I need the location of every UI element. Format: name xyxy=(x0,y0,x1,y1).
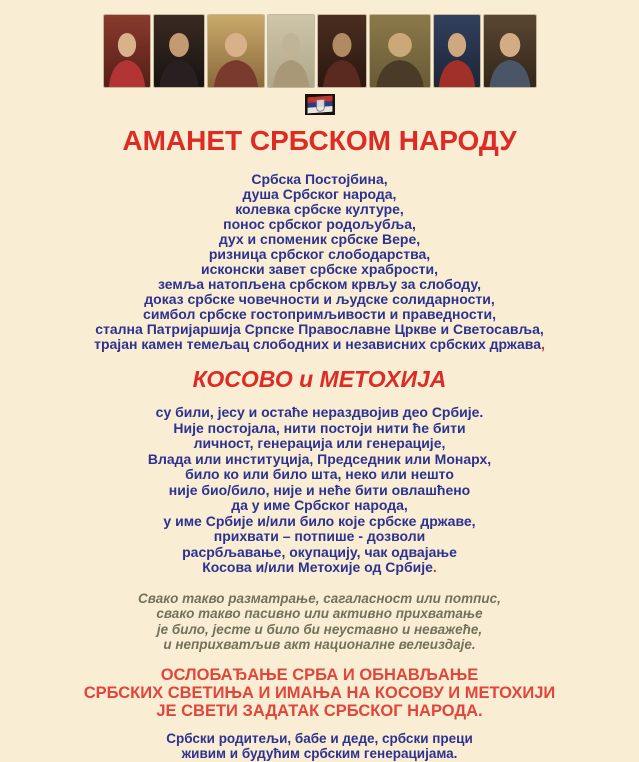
text-line: стална Патријаршија Српске Православне Цркве и Светосавља, xyxy=(95,321,544,337)
text-line: доказ србске човечности и људске солидарности, xyxy=(144,291,495,307)
text-line: земља натопљена србском крвљу за слободу, xyxy=(158,276,481,292)
text-line: ЈЕ СВЕТИ ЗАДАТАК СРБСКОГ НАРОДА. xyxy=(156,701,483,720)
kosovo-heading: КОСОВО и МЕТОХИЈА xyxy=(192,366,447,392)
figure-silhouette xyxy=(318,15,366,87)
intro-verse xyxy=(0,172,639,352)
text-line: дух и споменик србске Вере, xyxy=(218,231,421,247)
portrait-2 xyxy=(154,15,204,87)
text-line: колевка србске културе, xyxy=(235,201,404,217)
text-line: је било, јесте и било би неуставно и неважеће, xyxy=(156,621,483,637)
portrait-8 xyxy=(484,15,536,87)
portrait-4 xyxy=(268,15,314,87)
text-line: Србски родитељи, бабе и деде, србски преци xyxy=(166,730,473,746)
red-punctuation: , xyxy=(541,336,545,352)
figure-silhouette xyxy=(268,15,314,87)
text-line: трајан камен темељац слободних и независних србских држава, xyxy=(94,336,545,352)
flag-crest xyxy=(316,99,325,112)
portrait-3 xyxy=(208,15,264,87)
text-line: живим и будућим србским генерацијама. xyxy=(181,746,458,761)
text-line: било ко или било шта, неко или нешто xyxy=(185,466,454,482)
portrait-5 xyxy=(318,15,366,87)
oath-verse xyxy=(0,591,639,653)
red-punctuation: . xyxy=(432,559,437,575)
text-line: прихвати – потпише - дозволи xyxy=(213,528,426,544)
text-line: симбол србске гостопримљивости и праведности, xyxy=(143,306,496,322)
figure-silhouette xyxy=(208,15,264,87)
text-line: понос србског родољубља, xyxy=(223,216,416,232)
closing-statement xyxy=(0,731,639,762)
portrait-6 xyxy=(370,15,430,87)
figure-silhouette xyxy=(104,15,150,87)
portrait-7 xyxy=(434,15,480,87)
text-line: душа Србског народа, xyxy=(242,186,397,202)
text-line: личност, генерација или генерације, xyxy=(193,435,446,451)
text-line: расрбљавање, окупацију, чак одвајање xyxy=(182,543,457,560)
text-line: Косова и/или Метохије од Србије. xyxy=(202,559,437,575)
text-line: свако такво пасивно или активно прихватање xyxy=(156,606,483,621)
figure-silhouette xyxy=(370,15,430,87)
serbian-flag-icon xyxy=(305,94,335,115)
page-title: АМАНЕТ СРБСКОМ НАРОДУ xyxy=(122,125,517,156)
portrait-1 xyxy=(104,15,150,87)
text-line: и неприхватљив акт националне велеиздаје. xyxy=(163,637,476,652)
text-line: Свако такво разматрање, сагаласност или потпис, xyxy=(138,590,501,606)
text-line: су били, јесу и остаће нераздвојив део Србије. xyxy=(155,404,484,420)
figure-silhouette xyxy=(484,15,536,87)
figure-silhouette xyxy=(434,15,480,87)
text-line: да у име Србског народа, xyxy=(231,497,408,513)
text-line: ОСЛОБАЂАЊЕ СРБА И ОБНАВЉАЊЕ xyxy=(160,665,479,684)
figure-silhouette xyxy=(154,15,204,87)
text-line: у име Србије и/или било које србске државе, xyxy=(163,512,476,529)
text-line: Влада или институција, Председник или Монарх, xyxy=(147,450,492,467)
text-line: ризница србског слободарства, xyxy=(208,246,431,262)
text-line: Није постојала, нити постоји нити ће бити xyxy=(173,419,466,436)
text-line: није био/било, није и неће бити овлашћено xyxy=(168,481,471,498)
liberation-statement xyxy=(0,666,639,720)
text-line: Србска Постојбина, xyxy=(251,171,388,187)
portrait-strip xyxy=(0,0,639,87)
text-line: СРБСКИХ СВЕТИЊА И ИМАЊА НА КОСОВУ И МЕТОХИЈИ xyxy=(83,683,556,702)
kosovo-verse xyxy=(0,405,639,576)
text-line: исконски завет србске храбрости, xyxy=(201,261,438,277)
